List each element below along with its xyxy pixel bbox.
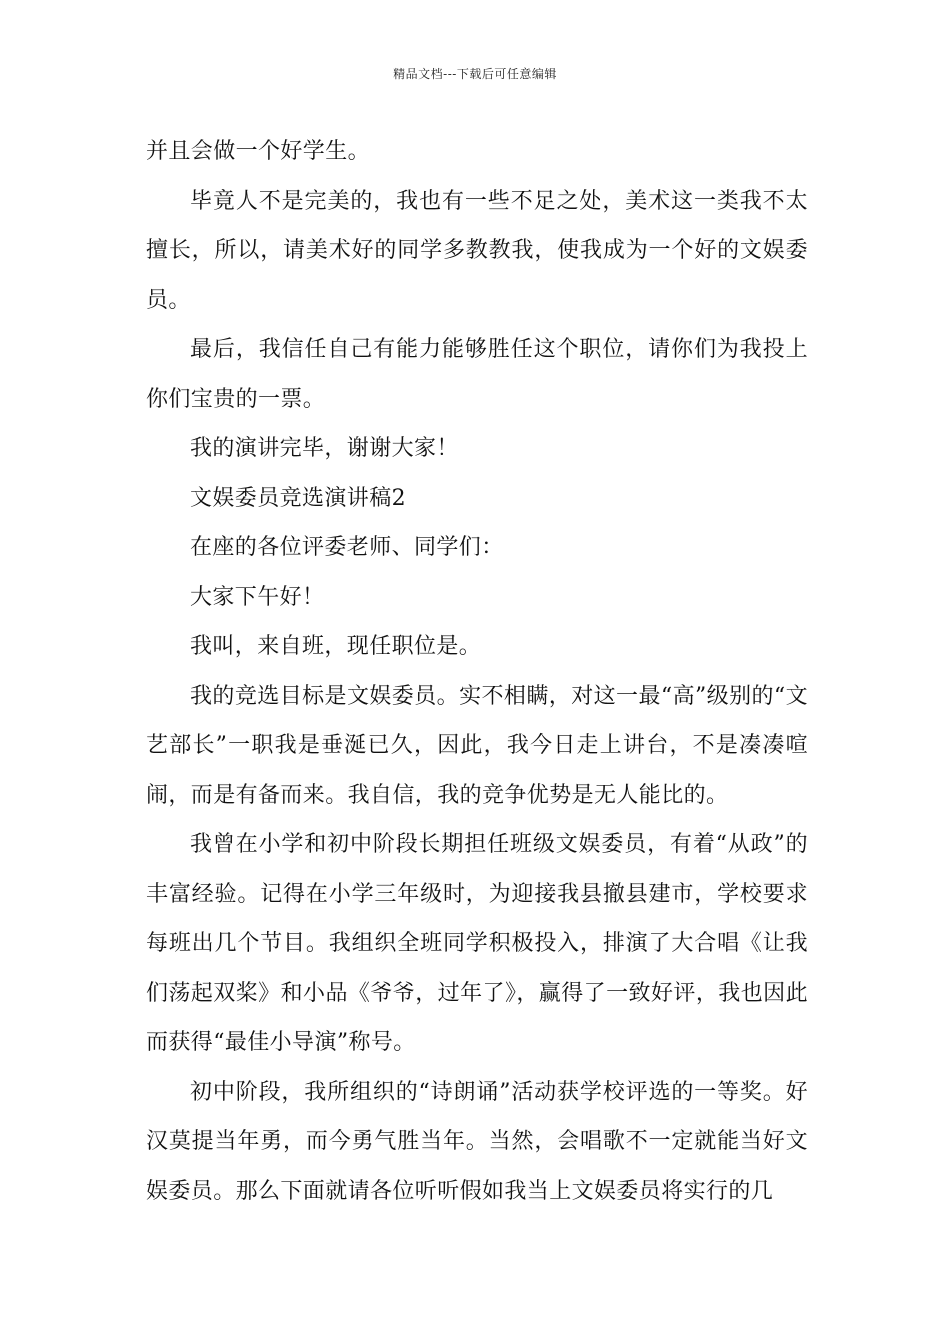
greeting: 大家下午好！ xyxy=(190,584,325,610)
section-title: 文娱委员竞选演讲稿2 xyxy=(190,485,406,511)
paragraph: 毕竟人不是完美的，我也有一些不足之处，美术这一类我不太擅长，所以，请美术好的同学多教教我，使我成为一个好的文娱委员。 xyxy=(146,188,808,313)
page-header: 精品文档---下载后可任意编辑 xyxy=(393,67,557,81)
paragraph: 最后，我信任自己有能力能够胜任这个职位，请你们为我投上你们宝贵的一票。 xyxy=(146,337,808,412)
paragraph: 我叫，来自班，现任职位是。 xyxy=(190,634,482,659)
paragraph: 并且会做一个好学生。 xyxy=(146,139,371,164)
document-body xyxy=(146,127,808,1216)
paragraph: 初中阶段，我所组织的“诗朗诵”活动获学校评选的一等奖。好汉莫提当年勇，而今勇气胜当年。当然，会唱歌不一定就能当好文娱委员。那么下面就请各位听听假如我当上文娱委员将实行的几 xyxy=(146,1079,808,1204)
paragraph: 我曾在小学和初中阶段长期担任班级文娱委员，有着“从政”的丰富经验。记得在小学三年级时，为迎接我县撤县建市，学校要求每班出几个节目。我组织全班同学积极投入，排演了大合唱《让我们荡起双桨》和小品《爷爷，过年了》，赢得了一致好评，我也因此而获得“最佳小导演”称号。 xyxy=(146,832,808,1055)
paragraph: 我的演讲完毕，谢谢大家！ xyxy=(190,436,459,461)
salutation: 在座的各位评委老师、同学们： xyxy=(190,535,504,560)
paragraph: 我的竞选目标是文娱委员。实不相瞒，对这一最“高”级别的“文艺部长”一职我是垂涎已久，因此，我今日走上讲台，不是凑凑喧闹，而是有备而来。我自信，我的竞争优势是无人能比的。 xyxy=(146,683,808,808)
